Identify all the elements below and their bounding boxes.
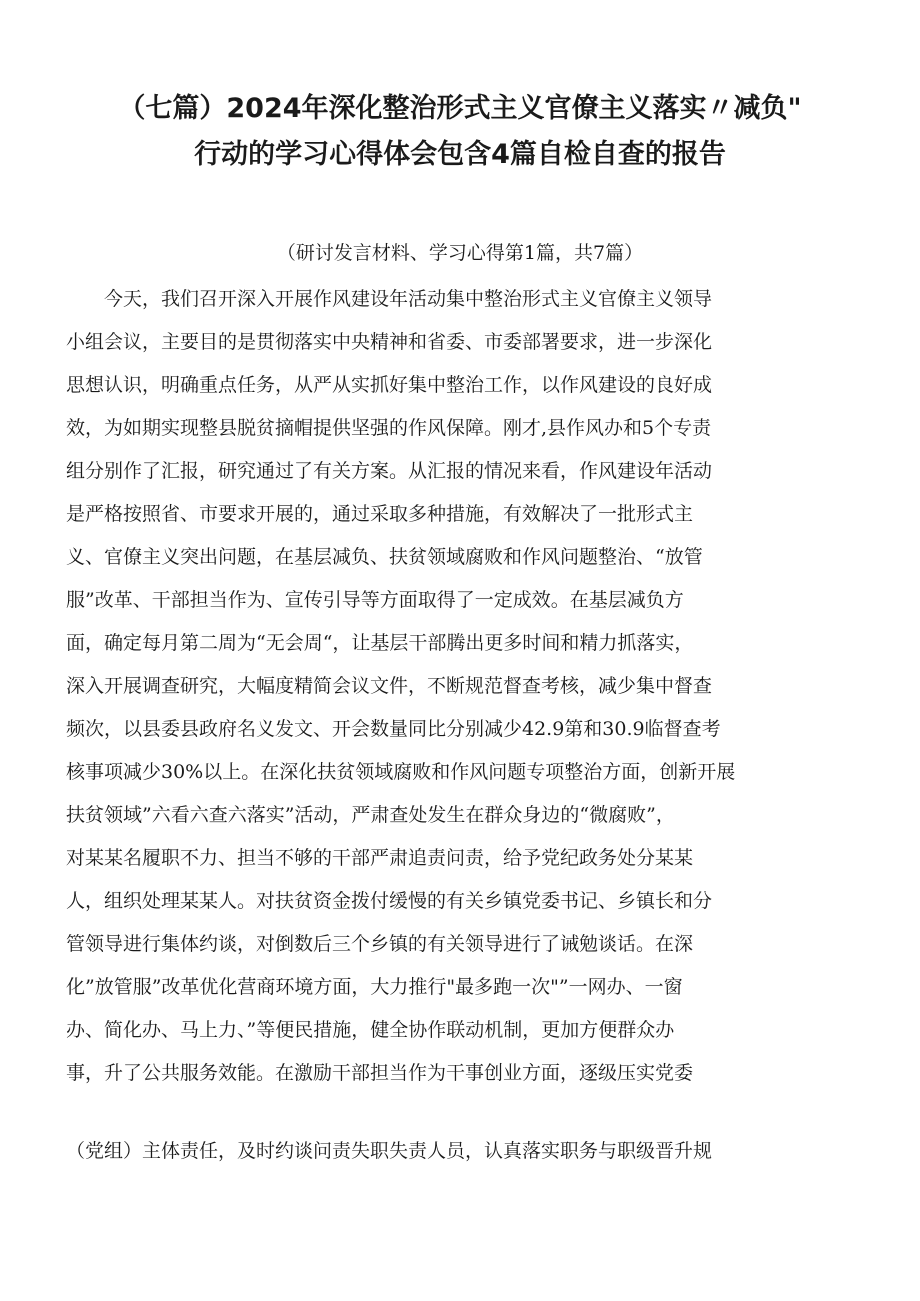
- body-line: 今天，我们召开深入开展作风建设年活动集中整治形式主义官僚主义领导: [104, 288, 713, 310]
- body-line: 义、官僚主义突出问题，在基层减负、扶贫领域腐败和作风问题整治、“放管: [66, 546, 703, 568]
- body-line: 小组会议，主要目的是贯彻落实中央精神和省委、市委部署要求，进一步深化: [66, 331, 713, 353]
- body-line: 化”放管服”改革优化营商环境方面，大力推行"最多跑一次"”一网办、一窗: [66, 976, 683, 998]
- document-subtitle: （研讨发言材料、学习心得第1篇，共7篇）: [276, 242, 644, 264]
- body-line: 办、简化办、马上力、”等便民措施，健全协作联动机制，更加方便群众办: [66, 1019, 675, 1041]
- body-line: 效，为如期实现整县脱贫摘帽提供坚强的作风保障。刚才,县作风办和5个专责: [66, 417, 712, 439]
- body-line: 事，升了公共服务效能。在激励干部担当作为干事创业方面，逐级压实党委: [66, 1062, 694, 1084]
- document-title-line-1: （七篇）2024年深化整治形式主义官僚主义落实〃减负": [118, 93, 802, 124]
- body-line: 思想认识，明确重点任务，从严从实抓好集中整治工作，以作风建设的良好成: [66, 374, 713, 396]
- body-line: 频次，以县委县政府名义发文、开会数量同比分别减少42.9第和30.9临督查考: [66, 718, 721, 740]
- body-line: 对某某名履职不力、担当不够的干部严肃追责问责，给予党纪政务处分某某: [66, 847, 694, 869]
- body-line: 是严格按照省、市要求开展的，通过采取多种措施，有效解决了一批形式主: [66, 503, 694, 525]
- body-line: 管领导进行集体约谈，对倒数后三个乡镇的有关领导进行了诫勉谈话。在深: [66, 933, 694, 955]
- body-line: 核事项减少30%以上。在深化扶贫领域腐败和作风问题专项整治方面，创新开展: [66, 761, 736, 783]
- body-line: 服”改革、干部担当作为、宣传引导等方面取得了一定成效。在基层减负方: [66, 589, 684, 611]
- body-line: 面，确定每月第二周为“无会周“，让基层干部腾出更多时间和精力抓落实，: [66, 632, 694, 654]
- body-line: 组分别作了汇报，研究通过了有关方案。从汇报的情况来看，作风建设年活动: [66, 460, 713, 482]
- body-line: 深入开展调查研究，大幅度精简会议文件，不断规范督查考核，减少集中督查: [66, 675, 713, 697]
- body-line: （党组）主体责任，及时约谈问责失职失责人员，认真落实职务与职级晋升规: [66, 1140, 713, 1162]
- document-title-line-2: 行动的学习心得体会包含4篇自检自查的报告: [194, 139, 726, 170]
- body-line: 人，组织处理某某人。对扶贫资金拨付缓慢的有关乡镇党委书记、乡镇长和分: [66, 890, 713, 912]
- body-line: 扶贫领域”六看六查六落实”活动，严肃查处发生在群众身边的“微腐败”，: [66, 804, 675, 826]
